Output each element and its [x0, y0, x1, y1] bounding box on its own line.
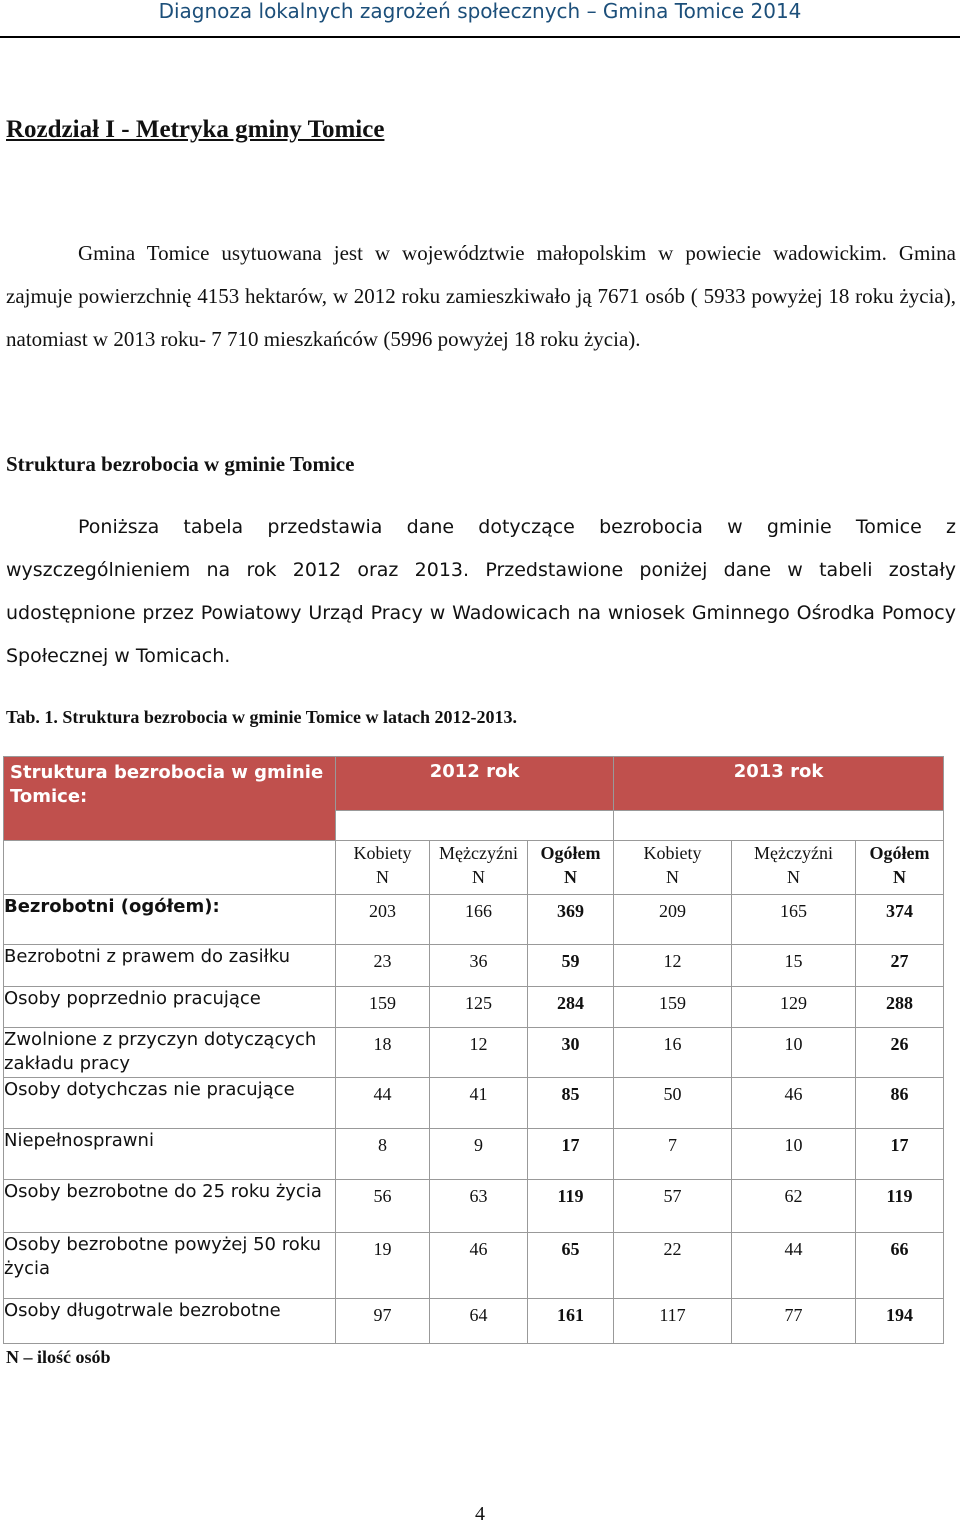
cell-total: 66 [856, 1233, 944, 1299]
cell-value: 19 [336, 1233, 430, 1299]
table-header-row [4, 757, 944, 811]
table-intro-paragraph-text: Poniższa tabela przedstawia dane dotyczące bezrobocia w gminie Tomice z wyszczególnieniem na rok 2012 oraz 2013. Przedstawione poniżej dane w tabeli zostały udostępnione przez Powiatowy Urząd Pracy w Wadowicach na wniosek Gminnego Ośrodka Pomocy Społecznej w Tomicach. [6, 516, 956, 667]
cell-value: 159 [614, 987, 732, 1028]
year-2013-header: 2013 rok [614, 757, 944, 811]
cell-value: 165 [732, 895, 856, 945]
cell-total: 30 [528, 1028, 614, 1078]
cell-value: 12 [430, 1028, 528, 1078]
cell-total: 27 [856, 945, 944, 987]
section-heading: Struktura bezrobocia w gminie Tomice [6, 452, 355, 476]
cell-total: 17 [528, 1129, 614, 1180]
header-divider [0, 36, 960, 38]
running-header: Diagnoza lokalnych zagrożeń społecznych – Gmina Tomice 2014 [158, 0, 802, 23]
cell-value: 117 [614, 1299, 732, 1344]
intro-paragraph [6, 232, 956, 361]
cell-value: 12 [614, 945, 732, 987]
cell-value: 209 [614, 895, 732, 945]
cell-value: 44 [336, 1078, 430, 1129]
table-footnote: N – ilość osób [6, 1347, 111, 1367]
cell-value: 129 [732, 987, 856, 1028]
cell-value: 36 [430, 945, 528, 987]
cell-value: 57 [614, 1180, 732, 1233]
cell-total: 65 [528, 1233, 614, 1299]
cell-value: 10 [732, 1028, 856, 1078]
row-label: Osoby poprzednio pracujące [4, 987, 336, 1028]
row-label: Osoby długotrwale bezrobotne [4, 1299, 336, 1344]
cell-value: 44 [732, 1233, 856, 1299]
subheader-ogolem-2013: Ogółem N [856, 841, 944, 895]
table-row [4, 1078, 944, 1129]
cell-total: 288 [856, 987, 944, 1028]
cell-total: 17 [856, 1129, 944, 1180]
page-number: 4 [475, 1503, 485, 1525]
table-row [4, 1129, 944, 1180]
cell-total: 194 [856, 1299, 944, 1344]
table-row [4, 1180, 944, 1233]
row-label: Osoby bezrobotne powyżej 50 roku życia [4, 1233, 336, 1299]
subheader-ogolem-2012: Ogółem N [528, 841, 614, 895]
cell-value: 7 [614, 1129, 732, 1180]
subheader-mezczyzni-2012: Mężczyźni N [430, 841, 528, 895]
cell-value: 97 [336, 1299, 430, 1344]
cell-value: 10 [732, 1129, 856, 1180]
cell-value: 18 [336, 1028, 430, 1078]
cell-total: 86 [856, 1078, 944, 1129]
table-row [4, 1028, 944, 1078]
table-row [4, 945, 944, 987]
cell-value: 166 [430, 895, 528, 945]
cell-value: 56 [336, 1180, 430, 1233]
cell-value: 41 [430, 1078, 528, 1129]
cell-value: 8 [336, 1129, 430, 1180]
cell-value: 46 [430, 1233, 528, 1299]
row-label: Bezrobotni (ogółem): [4, 895, 336, 945]
cell-value: 15 [732, 945, 856, 987]
row-label: Bezrobotni z prawem do zasiłku [4, 945, 336, 987]
cell-value: 9 [430, 1129, 528, 1180]
table-row [4, 987, 944, 1028]
table-subheader-row [4, 841, 944, 895]
cell-value: 64 [430, 1299, 528, 1344]
row-label: Osoby bezrobotne do 25 roku życia [4, 1180, 336, 1233]
cell-value: 159 [336, 987, 430, 1028]
year-2012-header: 2012 rok [336, 757, 614, 811]
cell-value: 63 [430, 1180, 528, 1233]
cell-total: 161 [528, 1299, 614, 1344]
cell-total: 85 [528, 1078, 614, 1129]
row-label: Zwolnione z przyczyn dotyczących zakładu pracy [4, 1028, 336, 1078]
intro-paragraph-text: Gmina Tomice usytuowana jest w województwie małopolskim w powiecie wadowickim. Gmina zajmuje powierzchnię 4153 hektarów, w 2012 roku zamieszkiwało ją 7671 osób ( 5933 powyżej 18 roku życia), natomiast w 2013 roku- 7 710 mieszkańców (5996 powyżej 18 roku życia). [6, 241, 956, 351]
table-caption: Tab. 1. Struktura bezrobocia w gminie Tomice w latach 2012-2013. [6, 707, 518, 727]
table-row [4, 1233, 944, 1299]
cell-total: 59 [528, 945, 614, 987]
chapter-title: Rozdział I - Metryka gminy Tomice [6, 116, 385, 143]
cell-total: 119 [856, 1180, 944, 1233]
cell-total: 26 [856, 1028, 944, 1078]
table-row [4, 895, 944, 945]
row-label: Niepełnosprawni [4, 1129, 336, 1180]
table-row [4, 1299, 944, 1344]
cell-value: 23 [336, 945, 430, 987]
cell-value: 203 [336, 895, 430, 945]
subheader-mezczyzni-2013: Mężczyźni N [732, 841, 856, 895]
cell-total: 284 [528, 987, 614, 1028]
cell-total: 374 [856, 895, 944, 945]
table-intro-paragraph [6, 506, 956, 678]
cell-value: 50 [614, 1078, 732, 1129]
cell-total: 119 [528, 1180, 614, 1233]
subheader-empty-cell [4, 841, 336, 895]
cell-value: 62 [732, 1180, 856, 1233]
cell-value: 16 [614, 1028, 732, 1078]
table-corner-label: Struktura bezrobocia w gminie Tomice: [4, 757, 336, 841]
subheader-kobiety-2012: Kobiety N [336, 841, 430, 895]
cell-value: 22 [614, 1233, 732, 1299]
cell-total: 369 [528, 895, 614, 945]
cell-value: 46 [732, 1078, 856, 1129]
cell-value: 125 [430, 987, 528, 1028]
row-label: Osoby dotychczas nie pracujące [4, 1078, 336, 1129]
cell-value: 77 [732, 1299, 856, 1344]
subheader-kobiety-2013: Kobiety N [614, 841, 732, 895]
unemployment-table [3, 756, 944, 1344]
